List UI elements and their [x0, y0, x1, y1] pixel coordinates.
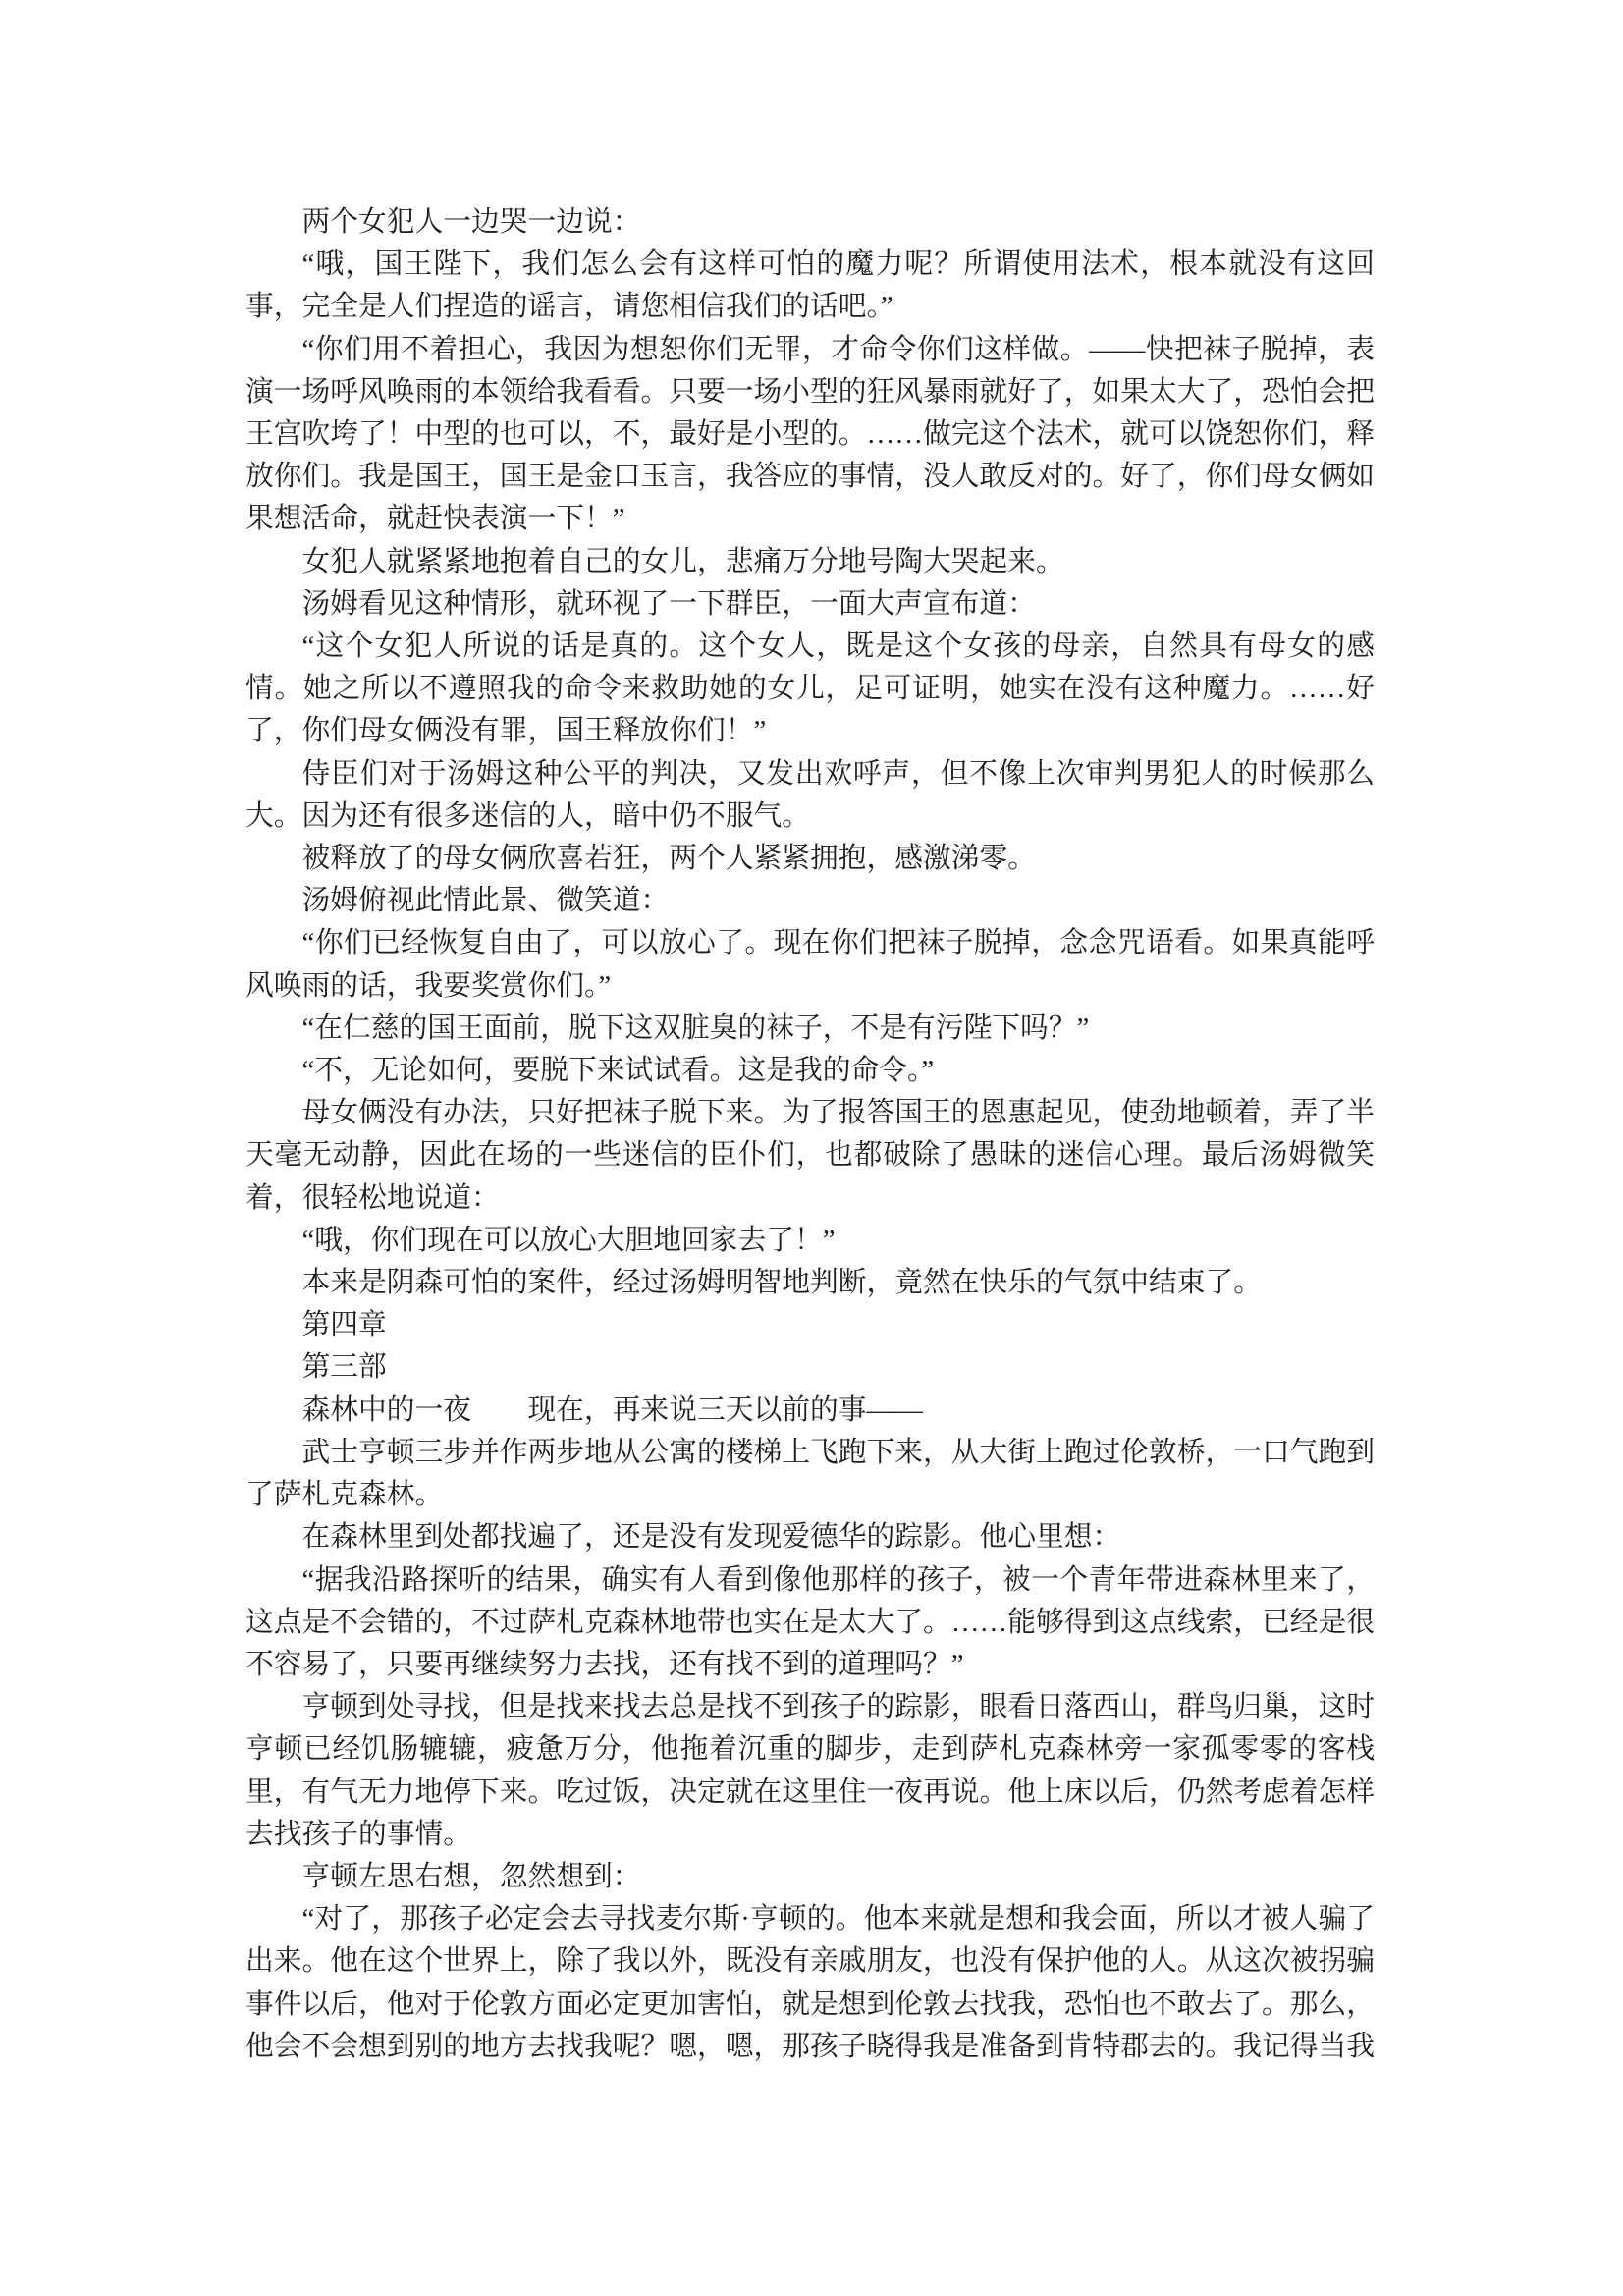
- paragraph: 被释放了的母女俩欣喜若狂，两个人紧紧拥抱，感激涕零。: [301, 843, 1036, 875]
- paragraph: 第四章: [301, 1309, 387, 1341]
- text-block: [245, 201, 1375, 2068]
- paragraph: 亨顿到处寻找，但是找来找去总是找不到孩子的踪影，眼看日落西山，群鸟归巢，这时亨顿已经饥肠辘辘，疲惫万分，他拖着沉重的脚步，走到萨札克森林旁一家孤零零的客栈里，有气无力地停下来。吃过饭，决定就在这里住一夜再说。他上床以后，仍然考虑着怎样去找孩子的事情。: [245, 1691, 1375, 1850]
- paragraph: 母女俩没有办法，只好把袜子脱下来。为了报答国王的恩惠起见，使劲地顿着，弄了半天毫无动静，因此在场的一些迷信的臣仆们，也都破除了愚昧的迷信心理。最后汤姆微笑着，很轻松地说道：: [245, 1097, 1375, 1214]
- paragraph: 第三部: [301, 1351, 387, 1384]
- paragraph: “据我沿路探听的结果，确实有人看到像他那样的孩子，被一个青年带进森林里来了，这点是不会错的，不过萨札克森林地带也实在是太大了。……能够得到这点线索，已经是很不容易了，只要再继续努力去找，还有找不到的道理吗？”: [245, 1563, 1375, 1680]
- paragraph: 武士亨顿三步并作两步地从公寓的楼梯上飞跑下来，从大街上跑过伦敦桥，一口气跑到了萨札克森林。: [245, 1436, 1375, 1511]
- paragraph: 本来是阴森可怕的案件，经过汤姆明智地判断，竟然在快乐的气氛中结束了。: [301, 1267, 1262, 1299]
- paragraph: 亨顿左思右想，忽然想到：: [301, 1860, 641, 1892]
- paragraph: 汤姆看见这种情形，就环视了一下群臣，一面大声宣布道：: [301, 587, 1036, 620]
- paragraph: “哦，国王陛下，我们怎么会有这样可怕的魔力呢？所谓使用法术，根本就没有这回事，完全是人们捏造的谣言，请您相信我们的话吧。”: [245, 248, 1375, 323]
- paragraph: “在仁慈的国王面前，脱下这双脏臭的袜子，不是有污陛下吗？”: [301, 1011, 1090, 1044]
- paragraph: “你们用不着担心，我因为想恕你们无罪，才命令你们这样做。——快把袜子脱掉，表演一场呼风唤雨的本领给我看看。只要一场小型的狂风暴雨就好了，如果太大了，恐怕会把王宫吹垮了！中型的也可以，不，最好是小型的。……做完这个法术，就可以饶恕你们，释放你们。我是国王，国王是金口玉言，我答应的事情，没人敢反对的。好了，你们母女俩如果想活命，就赶快表演一下！”: [245, 333, 1375, 535]
- paragraph: 侍臣们对于汤姆这种公平的判决，又发出欢呼声，但不像上次审判男犯人的时候那么大。因为还有很多迷信的人，暗中仍不服气。: [245, 757, 1375, 832]
- paragraph: 汤姆俯视此情此景、微笑道：: [301, 885, 670, 917]
- paragraph: 女犯人就紧紧地抱着自己的女儿，悲痛万分地号陶大哭起来。: [301, 545, 1064, 577]
- paragraph: “你们已经恢复自由了，可以放心了。现在你们把袜子脱掉，念念咒语看。如果真能呼风唤雨的话，我要奖赏你们。”: [245, 927, 1375, 1002]
- paragraph: 森林中的一夜 现在，再来说三天以前的事——: [301, 1394, 923, 1426]
- paragraph: “对了，那孩子必定会去寻找麦尔斯·亨顿的。他本来就是想和我会面，所以才被人骗了出来。他在这个世界上，除了我以外，既没有亲戚朋友，也没有保护他的人。从这次被拐骗事件以后，他对于伦敦方面必定更加害怕，就是想到伦敦去找我，恐怕也不敢去了。那么，他会不会想到别的地方去找我呢？嗯，嗯，那孩子晓得我是准备到肯特郡去的。我记得当我: [245, 1903, 1375, 2062]
- paragraph: “这个女犯人所说的话是真的。这个女人，既是这个女孩的母亲，自然具有母女的感情。她之所以不遵照我的命令来救助她的女儿，足可证明，她实在没有这种魔力。……好了，你们母女俩没有罪，国王释放你们！”: [245, 630, 1375, 747]
- paragraph: 在森林里到处都找遍了，还是没有发现爱德华的踪影。他心里想：: [301, 1521, 1121, 1554]
- paragraph: “哦，你们现在可以放心大胆地回家去了！”: [301, 1224, 836, 1256]
- paragraph: “不，无论如何，要脱下来试试看。这是我的命令。”: [301, 1055, 935, 1087]
- paragraph: 两个女犯人一边哭一边说：: [301, 206, 641, 238]
